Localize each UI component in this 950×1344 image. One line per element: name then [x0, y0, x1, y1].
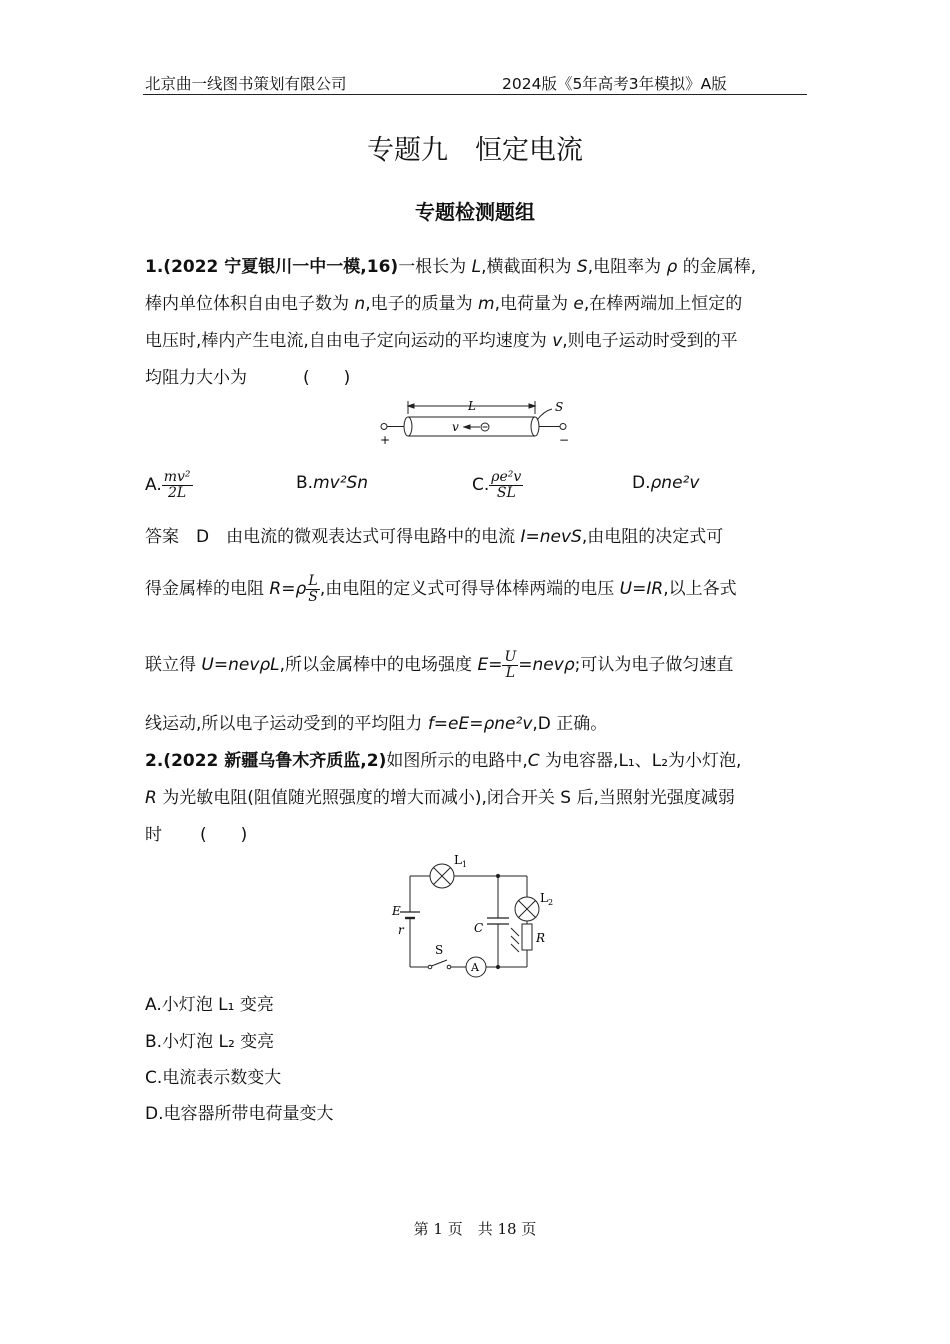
fig-label-r: r	[398, 923, 404, 937]
q1-option-a: A. $\frac{\text{mv²}}{2L}$	[145, 469, 191, 501]
q1-number: 1.	[145, 257, 164, 277]
fig-label-S: S	[435, 943, 444, 957]
q2-circuit-figure	[388, 850, 568, 980]
header-left: 北京曲一线图书策划有限公司	[145, 75, 347, 93]
q1-line-1: 1.(2022 宁夏银川一中一模,16)一根长为 L,横截面积为 S,电阻率为 ρ 的金属棒,	[145, 257, 757, 277]
q2-number: 2.	[145, 751, 164, 771]
q2-line-3: 时 ( )	[145, 825, 248, 845]
q2-option-c: C.电流表示数变大	[145, 1068, 282, 1088]
fig-label-A: A	[471, 961, 479, 974]
photoresistor	[522, 924, 532, 950]
q2-line-2: R 为光敏电阻(阻值随光照强度的增大而减小),闭合开关 S 后,当照射光强度减弱	[145, 788, 735, 808]
q1-fig-minus: −	[559, 433, 570, 447]
a1-line-2: 得金属棒的电阻 R=ρ $\frac{L}{S}$ ,由电阻的定义式可得导体棒两端的电压 U=IR,以上各式	[145, 573, 737, 605]
fig-label-C: C	[474, 921, 484, 935]
fig-label-E: E	[392, 904, 401, 918]
fig-label-L1: $L_1$	[454, 853, 468, 869]
q1-fig-label-S: S	[555, 400, 564, 414]
q1-fig-label-v: v	[452, 420, 459, 434]
page-title: 专题九 恒定电流	[367, 135, 583, 166]
a1-line-3: 联立得 U=nevρL,所以金属棒中的电场强度 E= $\frac{U}{L}$ =nevρ;可认为电子做匀速直	[145, 649, 734, 681]
header-rule	[143, 94, 807, 95]
q2-option-b: B.小灯泡 L₂ 变亮	[145, 1032, 275, 1052]
q1-answer-blank: ( )	[303, 368, 351, 388]
q2-answer-blank: ( )	[200, 825, 248, 845]
fig-label-R: R	[536, 931, 546, 945]
q1-option-c: C. $\frac{\text{ρe²v}}{SL}$	[472, 469, 522, 501]
q1-option-d: D.ρne²v	[632, 473, 700, 493]
q1-line-2: 棒内单位体积自由电子数为 n,电子的质量为 m,电荷量为 e,在棒两端加上恒定的	[145, 294, 743, 314]
q2-option-a: A.小灯泡 L₁ 变亮	[145, 995, 274, 1015]
header-right: 2024版《5年高考3年模拟》A版	[502, 75, 727, 93]
q1-rod-figure	[372, 396, 577, 448]
q1-option-b: B.mv²Sn	[296, 473, 369, 493]
q1-fig-label-L: L	[468, 399, 476, 413]
q2-line-1: 2.(2022 新疆乌鲁木齐质监,2)如图所示的电路中,C 为电容器,L₁、L₂为小灯泡,	[145, 751, 742, 771]
page-footer: 第 1 页 共 18 页	[413, 1220, 537, 1238]
q1-line-3: 电压时,棒内产生电流,自由电子定向运动的平均速度为 v,则电子运动时受到的平	[145, 331, 738, 351]
section-title: 专题检测题组	[415, 200, 535, 224]
q2-source: (2022 新疆乌鲁木齐质监,2)	[163, 751, 387, 771]
a1-line-1: 答案 D 由电流的微观表达式可得电路中的电流 I=nevS,由电阻的决定式可	[145, 527, 724, 547]
q2-option-d: D.电容器所带电荷量变大	[145, 1104, 334, 1124]
q1-line-4: 均阻力大小为 ( )	[145, 368, 351, 388]
q1-source: (2022 宁夏银川一中一模,16)	[163, 257, 399, 277]
fig-label-L2: $L_2$	[540, 891, 554, 907]
q1-fig-plus: +	[380, 433, 391, 447]
a1-line-4: 线运动,所以电子运动受到的平均阻力 f=eE=ρne²v,D 正确。	[145, 714, 608, 734]
